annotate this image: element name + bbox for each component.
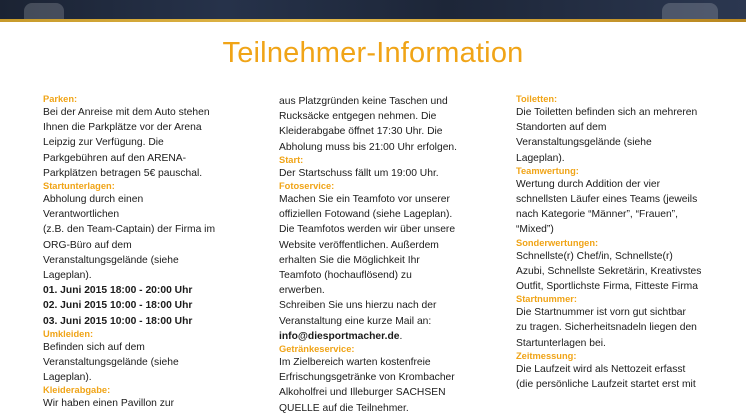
column-3 xyxy=(516,94,706,392)
banner-figure-right xyxy=(662,3,718,19)
section-text-getraenkeservice: Im Zielbereich warten kostenfreie Erfrischungsgetränke von Krombacher Alkoholfrei und Illeburger SACHSEN QUELLE auf die Teilnehmer. xyxy=(279,357,455,414)
section-heading-startnummer: Startnummer: xyxy=(516,294,577,305)
section-text-teamwertung: Wertung durch Addition der vier schnellsten Läufer eines Teams (jeweils nach Kategorie “Männer”, “Frauen”, “Mixed”) xyxy=(516,178,698,236)
section-heading-getraenkeservice: Getränkeservice: xyxy=(279,344,355,355)
section-text-kleiderabgabe-cont: aus Platzgründen keine Taschen und Rucksäcke entgegen nehmen. Die Kleiderabgabe öffnet 17:30 Uhr. Die Abholung muss bis 21:00 Uhr erfolgen. xyxy=(279,96,458,153)
section-text-zeitmessung: Die Laufzeit wird als Nettozeit erfasst (die persönliche Laufzeit startet erst mit xyxy=(516,363,696,391)
section-text-startnummer: Die Startnummer ist vorn gut sichtbar zu tragen. Sicherheitsnadeln liegen den Startunterlagen bei. xyxy=(516,307,697,349)
section-text-parken: Bei der Anreise mit dem Auto stehen Ihnen die Parkplätze vor der Arena Leipzig zur Verfügung. Die Parkgebühren auf den ARENA- Parkplätzen betragen 5€ pauschal. xyxy=(43,107,210,179)
pickup-date-2: 02. Juni 2015 10:00 - 18:00 Uhr xyxy=(43,300,193,312)
column-2 xyxy=(279,94,457,416)
header-banner-image xyxy=(0,0,746,22)
section-heading-umkleiden: Umkleiden: xyxy=(43,328,94,339)
email-suffix: . xyxy=(399,330,403,342)
section-heading-toiletten: Toiletten: xyxy=(516,94,558,104)
section-heading-kleiderabgabe: Kleiderabgabe: xyxy=(43,385,111,396)
section-heading-start: Start: xyxy=(279,154,304,165)
section-text-toiletten: Die Toiletten befinden sich an mehreren Standorten auf dem Veranstaltungsgelände (siehe Lageplan). xyxy=(516,107,698,164)
column-1 xyxy=(43,94,221,412)
section-heading-startunterlagen: Startunterlagen: xyxy=(43,181,115,192)
page-title: Teilnehmer-Information xyxy=(222,37,524,69)
email-line xyxy=(279,329,457,344)
section-heading-fotoservice: Fotoservice: xyxy=(279,181,335,192)
banner-figure-left xyxy=(24,3,64,19)
section-text-fotoservice: Machen Sie ein Teamfoto vor unserer offiziellen Fotowand (siehe Lageplan). Die Teamfotos werden wir über unsere Website veröffentlichen. Außerdem erhalten Sie die Möglichkeit Ihr Teamfoto (hochauflösend) zu erwerben. Schreiben Sie uns hierzu nach der Veranstaltung eine kurze Mail an: xyxy=(279,194,456,327)
section-text-start: Der Startschuss fällt um 19:00 Uhr. xyxy=(279,167,439,179)
pickup-date-3: 03. Juni 2015 10:00 - 18:00 Uhr xyxy=(43,315,193,327)
section-text-sonderwertungen: Schnellste(r) Chef/in, Schnellste(r) Azubi, Schnellste Sekretärin, Kreativstes Outfit, Sportlichste Firma, Fitteste Firma xyxy=(516,250,702,293)
section-heading-teamwertung: Teamwertung: xyxy=(516,165,579,176)
section-heading-zeitmessung: Zeitmessung: xyxy=(516,350,577,361)
email-link[interactable]: info@diesportmacher.de xyxy=(279,330,400,342)
section-text-startunterlagen: Abholung durch einen Verantwortlichen (z.B. den Team-Captain) der Firma im ORG-Büro auf dem Veranstaltungsgelände (siehe Lageplan). xyxy=(43,194,216,282)
pickup-date-1: 01. Juni 2015 18:00 - 20:00 Uhr xyxy=(43,285,193,297)
section-heading-parken: Parken: xyxy=(43,94,78,104)
section-text-kleiderabgabe: Wir haben einen Pavillon zur xyxy=(43,398,175,410)
banner-gold-edge xyxy=(0,19,746,22)
section-text-umkleiden: Befinden sich auf dem Veranstaltungsgelände (siehe Lageplan). xyxy=(43,341,179,384)
section-heading-sonderwertungen: Sonderwertungen: xyxy=(516,237,599,248)
